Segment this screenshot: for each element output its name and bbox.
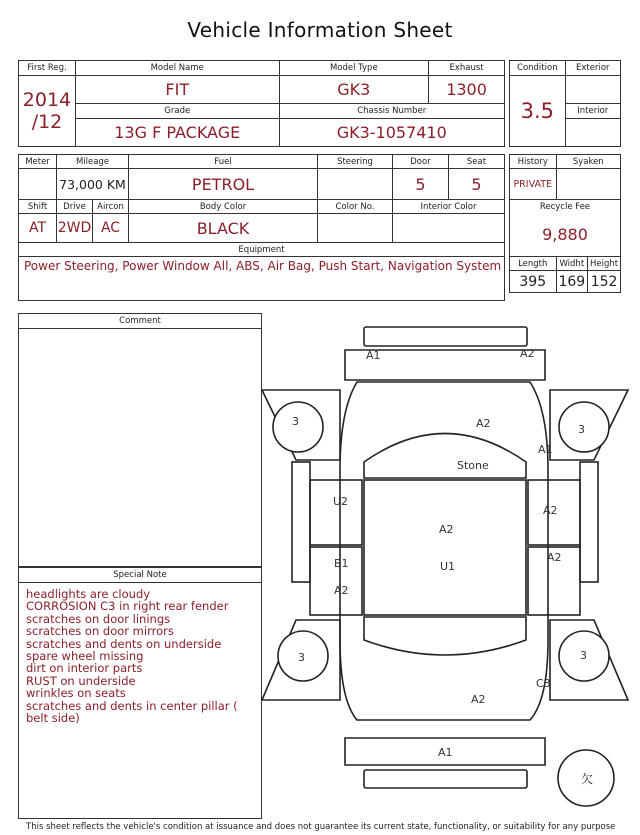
special-note-header: Special Note xyxy=(19,568,261,583)
color-no-label: Color No. xyxy=(318,200,393,214)
interior-color-label: Interior Color xyxy=(393,200,505,214)
body-color-label: Body Color xyxy=(129,200,318,214)
mark-hood: A2 xyxy=(476,417,491,430)
door-value: 5 xyxy=(393,169,449,200)
fuel-label: Fuel xyxy=(129,155,318,169)
mark-trunk: A2 xyxy=(471,693,486,706)
exhaust-label: Exhaust xyxy=(429,61,505,76)
exhaust-value: 1300 xyxy=(429,76,505,104)
mark-rear-door-right: A2 xyxy=(543,504,558,517)
width-label: Widht xyxy=(556,257,588,271)
recycle-fee-label: Recycle Fee xyxy=(510,200,621,214)
chassis-number-value: GK3-1057410 xyxy=(279,119,504,147)
height-value: 152 xyxy=(588,271,621,293)
mark-front-door-left2: A2 xyxy=(334,584,349,597)
interior-label: Interior xyxy=(565,104,620,119)
grade-value: 13G F PACKAGE xyxy=(75,119,279,147)
note-item: wrinkles on seats xyxy=(26,686,126,701)
rear-window-shape xyxy=(364,617,526,655)
seat-value: 5 xyxy=(449,169,505,200)
exterior-label: Exterior xyxy=(565,61,620,76)
note-item: CORROSION C3 in right rear fender xyxy=(26,599,229,614)
mark-roof-center: A2 xyxy=(439,523,454,536)
comment-header: Comment xyxy=(19,314,261,329)
drive-label: Drive xyxy=(57,200,93,214)
note-item: scratches on door mirrors xyxy=(26,624,174,639)
mark-roof: Stone xyxy=(457,459,489,472)
mark-front-bumper: A1 xyxy=(366,349,381,362)
condition-value: 3.5 xyxy=(510,76,566,147)
mileage-value: 73,000 KM xyxy=(57,169,129,200)
note-item: belt side) xyxy=(26,711,80,726)
windshield-shape xyxy=(364,434,526,479)
chassis-number-label: Chassis Number xyxy=(279,104,504,119)
sheet-title: Vehicle Information Sheet xyxy=(187,18,453,42)
mark-tire-rl: 3 xyxy=(298,651,305,664)
model-type-value: GK3 xyxy=(279,76,429,104)
roof-shape xyxy=(364,480,526,615)
equipment-label: Equipment xyxy=(19,243,505,257)
grade-label: Grade xyxy=(75,104,279,119)
first-reg-year: 2014 xyxy=(22,89,72,111)
door-label: Door xyxy=(393,155,449,169)
mark-tire-rr: 3 xyxy=(580,649,587,662)
left-rear-door-shape xyxy=(310,480,362,545)
model-name-value: FIT xyxy=(75,76,279,104)
mileage-label: Mileage xyxy=(57,155,129,169)
note-item: scratches and dents in center pillar ( xyxy=(26,698,238,713)
note-item: RUST on underside xyxy=(26,673,136,688)
steering-label: Steering xyxy=(318,155,393,169)
history-value: PRIVATE xyxy=(510,169,557,200)
first-reg-month: /12 xyxy=(31,111,63,133)
drive-value: 2WD xyxy=(57,214,93,243)
note-item: headlights are cloudy xyxy=(26,587,151,601)
mark-tire-fl: 3 xyxy=(292,415,299,428)
mark-front-door-left: B1 xyxy=(334,557,349,570)
meter-label: Meter xyxy=(19,155,57,169)
condition-label: Condition xyxy=(510,61,566,76)
body-color-value: BLACK xyxy=(129,214,318,243)
note-item: dirt on interior parts xyxy=(26,661,143,676)
fuel-value: PETROL xyxy=(129,169,318,200)
mark-spare: 欠 xyxy=(581,772,594,786)
aircon-label: Aircon xyxy=(93,200,129,214)
aircon-value: AC xyxy=(93,214,129,243)
height-label: Height xyxy=(588,257,621,271)
mark-rear-bumper: A1 xyxy=(438,746,453,759)
mark-front-right: A2 xyxy=(520,347,535,360)
mark-fender-left: A1 xyxy=(538,443,553,456)
history-label: History xyxy=(510,155,557,169)
first-reg-label: First Reg. xyxy=(19,61,76,76)
model-name-label: Model Name xyxy=(75,61,279,76)
note-item: spare wheel missing xyxy=(26,649,144,664)
right-sill-shape xyxy=(580,462,598,582)
equipment-value: Power Steering, Power Window All, ABS, Air Bag, Push Start, Navigation System xyxy=(19,257,505,301)
recycle-fee-value: 9,880 xyxy=(510,214,621,257)
mark-front-door-right: A2 xyxy=(547,551,562,564)
model-type-label: Model Type xyxy=(279,61,429,76)
note-item: scratches and dents on underside xyxy=(26,636,222,651)
mark-rear-door-left: U2 xyxy=(333,495,349,508)
seat-label: Seat xyxy=(449,155,505,169)
length-label: Length xyxy=(510,257,557,271)
mark-center: U1 xyxy=(440,560,456,573)
syaken-label: Syaken xyxy=(556,155,621,169)
width-value: 169 xyxy=(556,271,588,293)
front-bumper-shape xyxy=(364,327,527,346)
disclaimer-footer: This sheet reflects the vehicle's condition at issuance and does not guarantee its current state, functionality, or suitability for any purpose xyxy=(26,822,616,832)
mark-tire-fr: 3 xyxy=(578,423,585,436)
length-value: 395 xyxy=(510,271,557,293)
left-sill-shape xyxy=(292,462,310,582)
mark-rear-fender-right: C3 xyxy=(536,677,551,690)
rear-bumper-shape xyxy=(364,770,527,788)
note-item: scratches on door linings xyxy=(26,611,171,626)
shift-label: Shift xyxy=(19,200,57,214)
shift-value: AT xyxy=(19,214,57,243)
